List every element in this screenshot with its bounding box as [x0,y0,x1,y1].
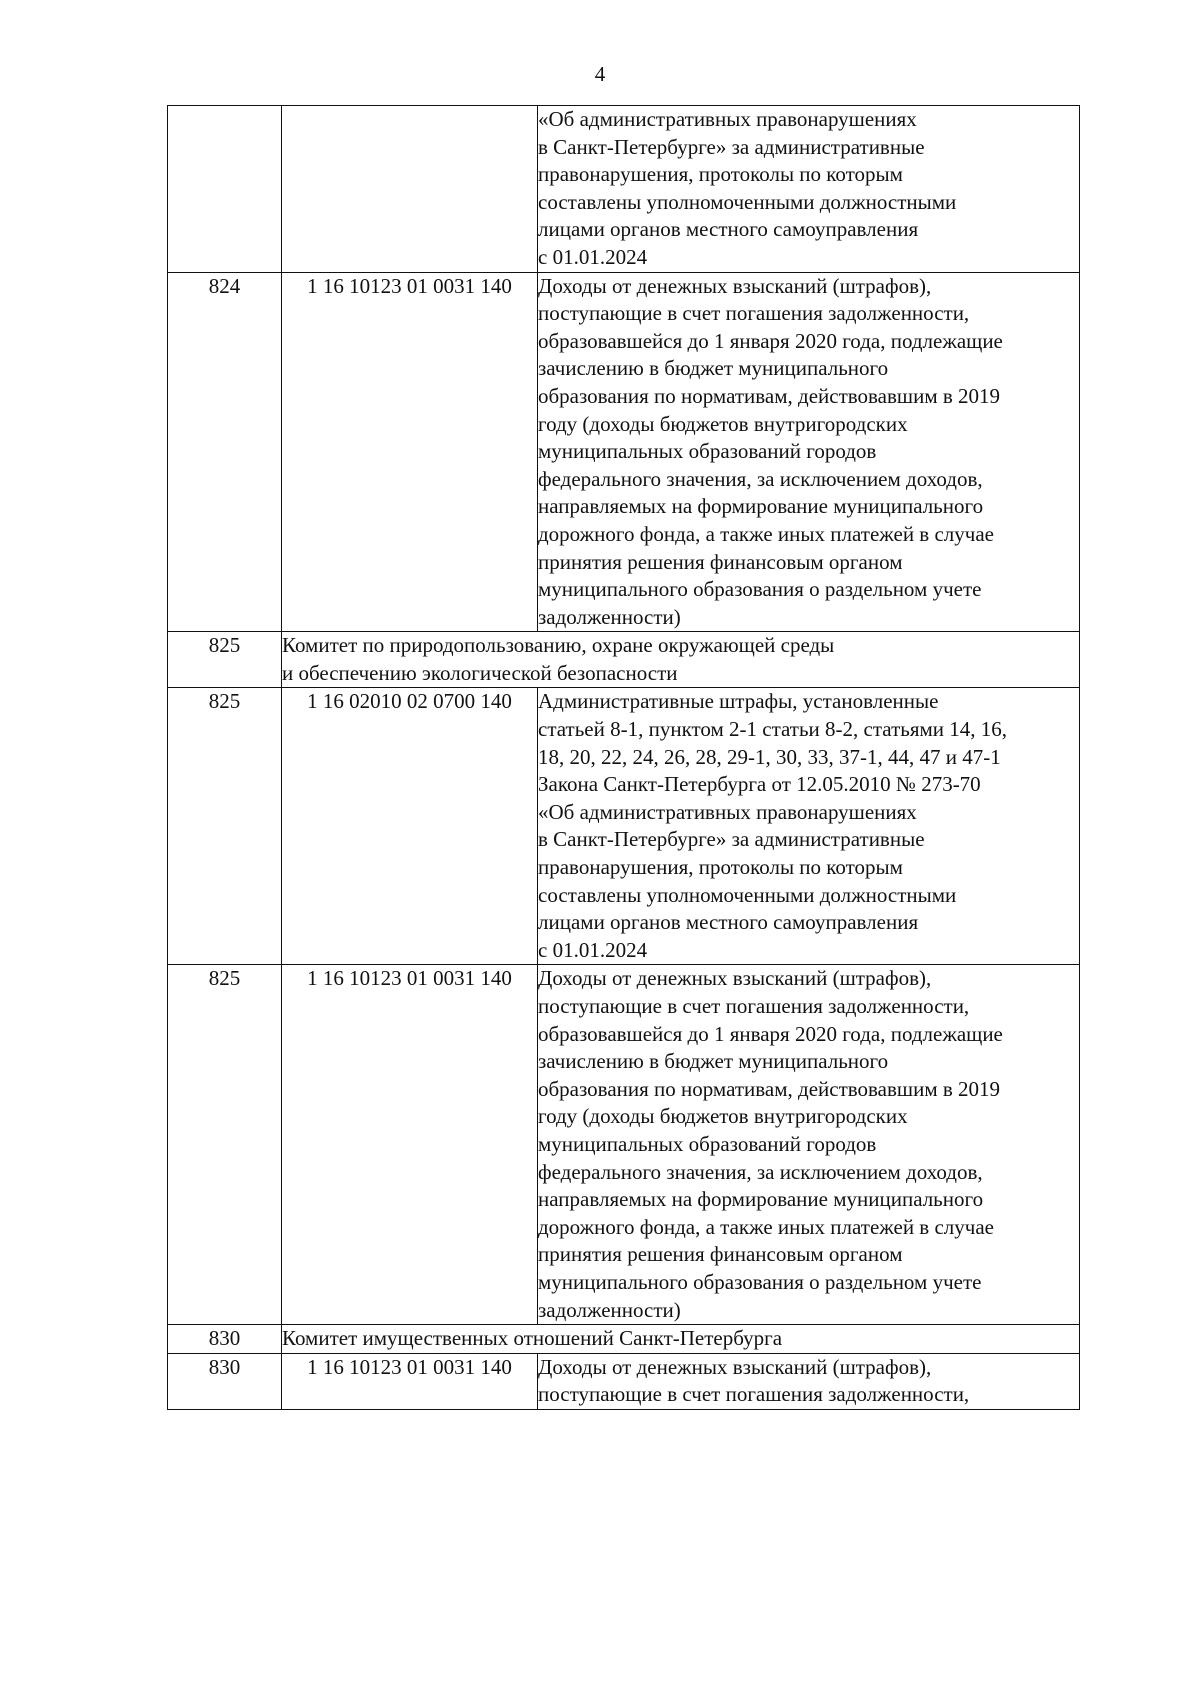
description-line: лицами органов местного самоуправления [538,217,919,242]
description-line: муниципального образования о раздельном учете [538,577,982,602]
description-line: федерального значения, за исключением доходов, [538,466,983,491]
description-line: статьей 8-1, пунктом 2-1 статьи 8-2, статьями 14, 16, [538,717,1008,742]
description-line: зачислению в бюджет муниципального [538,356,889,381]
description-line: муниципального образования о раздельном учете [538,1269,982,1294]
table-row [168,688,1080,965]
table-row [168,106,1080,273]
description-line: составлены уполномоченными должностными [538,189,957,214]
admin-code-cell: 824 [168,272,282,632]
description-line: Доходы от денежных взысканий (штрафов), [538,273,932,298]
description-line: году (доходы бюджетов внутригородских [538,1104,908,1129]
kbk-code-cell: 1 16 10123 01 0031 140 [282,1353,538,1409]
description-line: 18, 20, 22, 24, 26, 28, 29-1, 30, 33, 37-1, 44, 47 и 47-1 [538,744,1001,769]
table-body [168,106,1080,1410]
description-line: правонарушения, протоколы по которым [538,855,903,880]
description-cell [538,1353,1080,1409]
description-line: с 01.01.2024 [538,937,648,962]
description-line: принятия решения финансовым органом [538,549,903,574]
admin-code-cell: 830 [168,1353,282,1409]
description-line: направляемых на формирование муниципального [538,1187,984,1212]
description-line: составлены уполномоченными должностными [538,882,957,907]
description-line: федерального значения, за исключением доходов, [538,1159,983,1184]
description-line: поступающие в счет погашения задолженности, [538,301,970,326]
description-line: Закона Санкт-Петербурга от 12.05.2010 № 273-70 [538,772,981,797]
org-name-cell [282,632,1080,688]
description-line: году (доходы бюджетов внутригородских [538,411,908,436]
kbk-code-cell: 1 16 02010 02 0700 140 [282,688,538,965]
table-row [168,1353,1080,1409]
description-line: задолженности) [538,1297,681,1322]
description-line: дорожного фонда, а также иных платежей в случае [538,521,994,546]
kbk-code-cell: 1 16 10123 01 0031 140 [282,965,538,1325]
admin-code-cell: 830 [168,1325,282,1354]
description-line: дорожного фонда, а также иных платежей в случае [538,1214,994,1239]
table-row [168,272,1080,632]
description-line: Доходы от денежных взысканий (штрафов), [538,966,932,991]
description-line: образовавшейся до 1 января 2020 года, подлежащие [538,328,1003,353]
description-line: задолженности) [538,604,681,629]
kbk-code-cell [282,106,538,273]
org-name-line: Комитет имущественных отношений Санкт-Петербурга [282,1326,783,1351]
description-line: поступающие в счет погашения задолженности, [538,994,970,1018]
description-line: с 01.01.2024 [538,244,648,269]
org-row [168,1325,1080,1354]
description-line: образования по нормативам, действовавшим в 2019 [538,1076,1001,1101]
description-line: в Санкт-Петербурге» за административные [538,134,925,159]
description-line: зачислению в бюджет муниципального [538,1049,889,1074]
revenue-table [167,105,1080,1410]
description-line: лицами органов местного самоуправления [538,910,919,935]
description-cell [538,688,1080,965]
description-line: образования по нормативам, действовавшим в 2019 [538,383,1001,408]
admin-code-cell: 825 [168,688,282,965]
admin-code-cell: 825 [168,965,282,1325]
description-line: «Об административных правонарушениях [538,799,917,824]
description-line: направляемых на формирование муниципального [538,494,984,519]
description-cell [538,106,1080,273]
admin-code-cell: 825 [168,632,282,688]
description-line: муниципальных образований городов [538,439,877,464]
org-name-line: Комитет по природопользованию, охране окружающей среды [282,633,835,658]
kbk-code-cell: 1 16 10123 01 0031 140 [282,272,538,632]
description-line: «Об административных правонарушениях [538,107,917,131]
description-line: Административные штрафы, установленные [538,689,939,714]
description-cell [538,272,1080,632]
page-number: 4 [594,62,606,86]
description-line: поступающие в счет погашения задолженности, [538,1382,970,1407]
org-name-line: и обеспечению экологической безопасности [282,660,678,685]
org-row [168,632,1080,688]
description-line: правонарушения, протоколы по которым [538,162,903,187]
table-row [168,965,1080,1325]
description-cell [538,965,1080,1325]
description-line: образовавшейся до 1 января 2020 года, подлежащие [538,1021,1003,1046]
description-line: принятия решения финансовым органом [538,1242,903,1267]
org-name-cell [282,1325,1080,1354]
description-line: в Санкт-Петербурге» за административные [538,827,925,852]
admin-code-cell [168,106,282,273]
description-line: муниципальных образований городов [538,1131,877,1156]
description-line: Доходы от денежных взысканий (штрафов), [538,1354,932,1379]
